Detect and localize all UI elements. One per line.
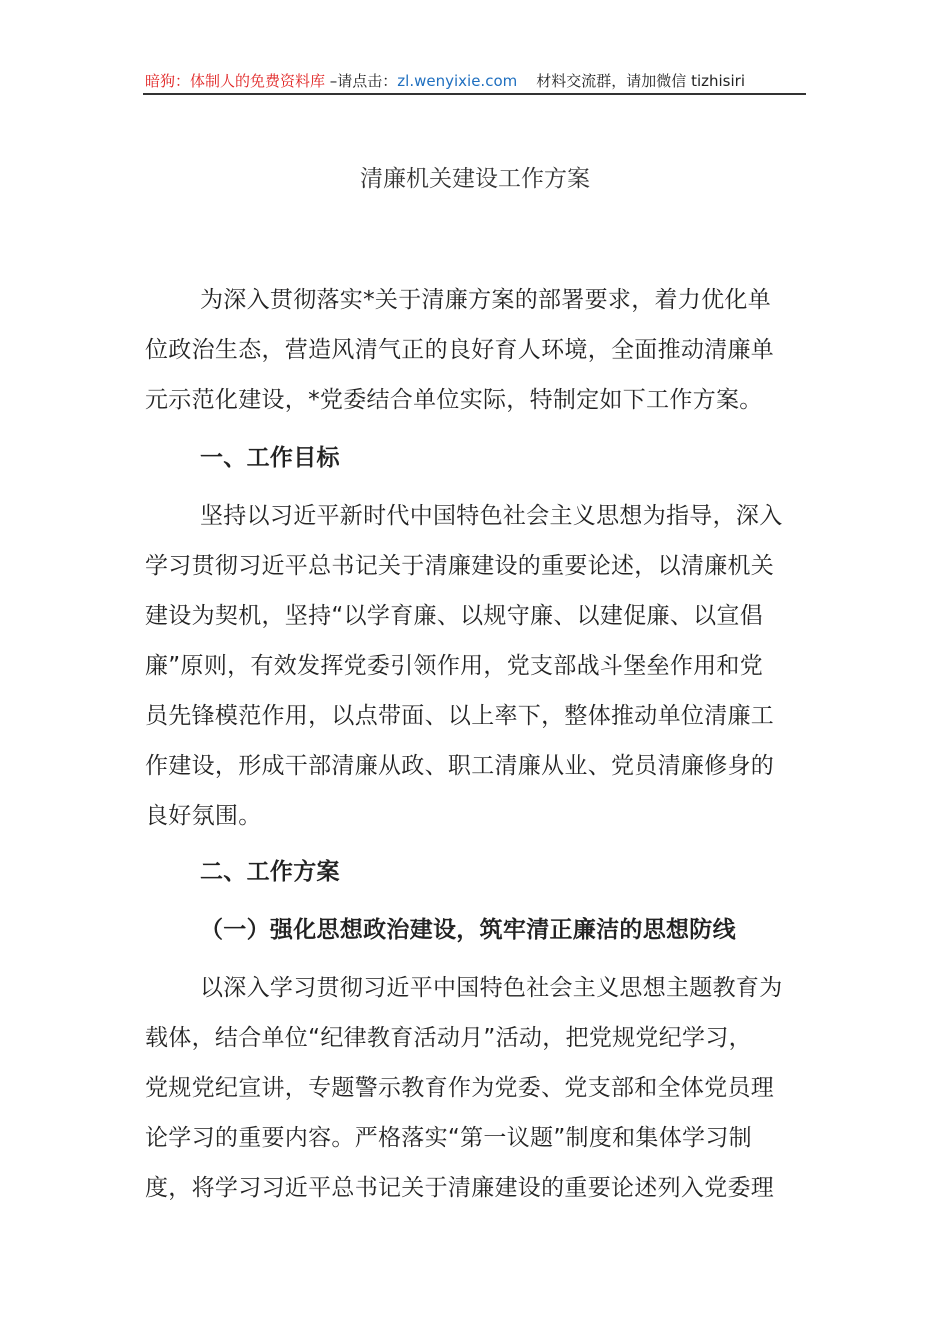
header-link[interactable]: zl.wenyixie.com (397, 72, 518, 90)
header-brand: 暗狗：体制人的免费资料库 (145, 72, 326, 90)
paragraph-line: 元示范化建设，*党委结合单位实际，特制定如下工作方案。 (145, 387, 763, 413)
paragraph-line: 坚持以习近平新时代中国特色社会主义思想为指导，深入 (200, 503, 783, 529)
header-divider (143, 93, 806, 95)
paragraph-line: 员先锋模范作用，以点带面、以上率下，整体推动单位清廉工 (145, 703, 775, 729)
paragraph-line: 为深入贯彻落实*关于清廉方案的部署要求，着力优化单 (200, 287, 771, 313)
paragraph-line: 度，将学习习近平总书记关于清廉建设的重要论述列入党委理 (145, 1175, 775, 1201)
document-title: 清廉机关建设工作方案 (360, 166, 590, 192)
paragraph-line: 以深入学习贯彻习近平中国特色社会主义思想主题教育为 (200, 975, 783, 1001)
paragraph-line: 位政治生态，营造风清气正的良好育人环境，全面推动清廉单 (145, 337, 775, 363)
paragraph-line: 廉”原则，有效发挥党委引领作用，党支部战斗堡垒作用和党 (145, 653, 764, 679)
paragraph-line: 良好氛围。 (145, 803, 262, 829)
paragraph-line: 作建设，形成干部清廉从政、职工清廉从业、党员清廉修身的 (145, 753, 775, 779)
paragraph-line: 建设为契机，坚持“以学育廉、以规守廉、以建促廉、以宣倡 (145, 603, 764, 629)
subsection-heading: （一）强化思想政治建设，筑牢清正廉洁的思想防线 (200, 917, 736, 943)
paragraph-line: 载体，结合单位“纪律教育活动月”活动，把党规党纪学习， (145, 1025, 752, 1051)
paragraph-line: 论学习的重要内容。严格落实“第一议题”制度和集体学习制 (145, 1125, 752, 1151)
section-heading: 二、工作方案 (200, 859, 340, 885)
header-click-text: –请点击： (325, 72, 398, 90)
paragraph-line: 学习贯彻习近平总书记关于清廉建设的重要论述，以清廉机关 (145, 553, 775, 579)
section-heading: 一、工作目标 (200, 445, 340, 471)
header-contact: 材料交流群，请加微信 tizhisiri (517, 72, 745, 90)
page-header (145, 70, 805, 91)
paragraph-line: 党规党纪宣讲，专题警示教育作为党委、党支部和全体党员理 (145, 1075, 775, 1101)
